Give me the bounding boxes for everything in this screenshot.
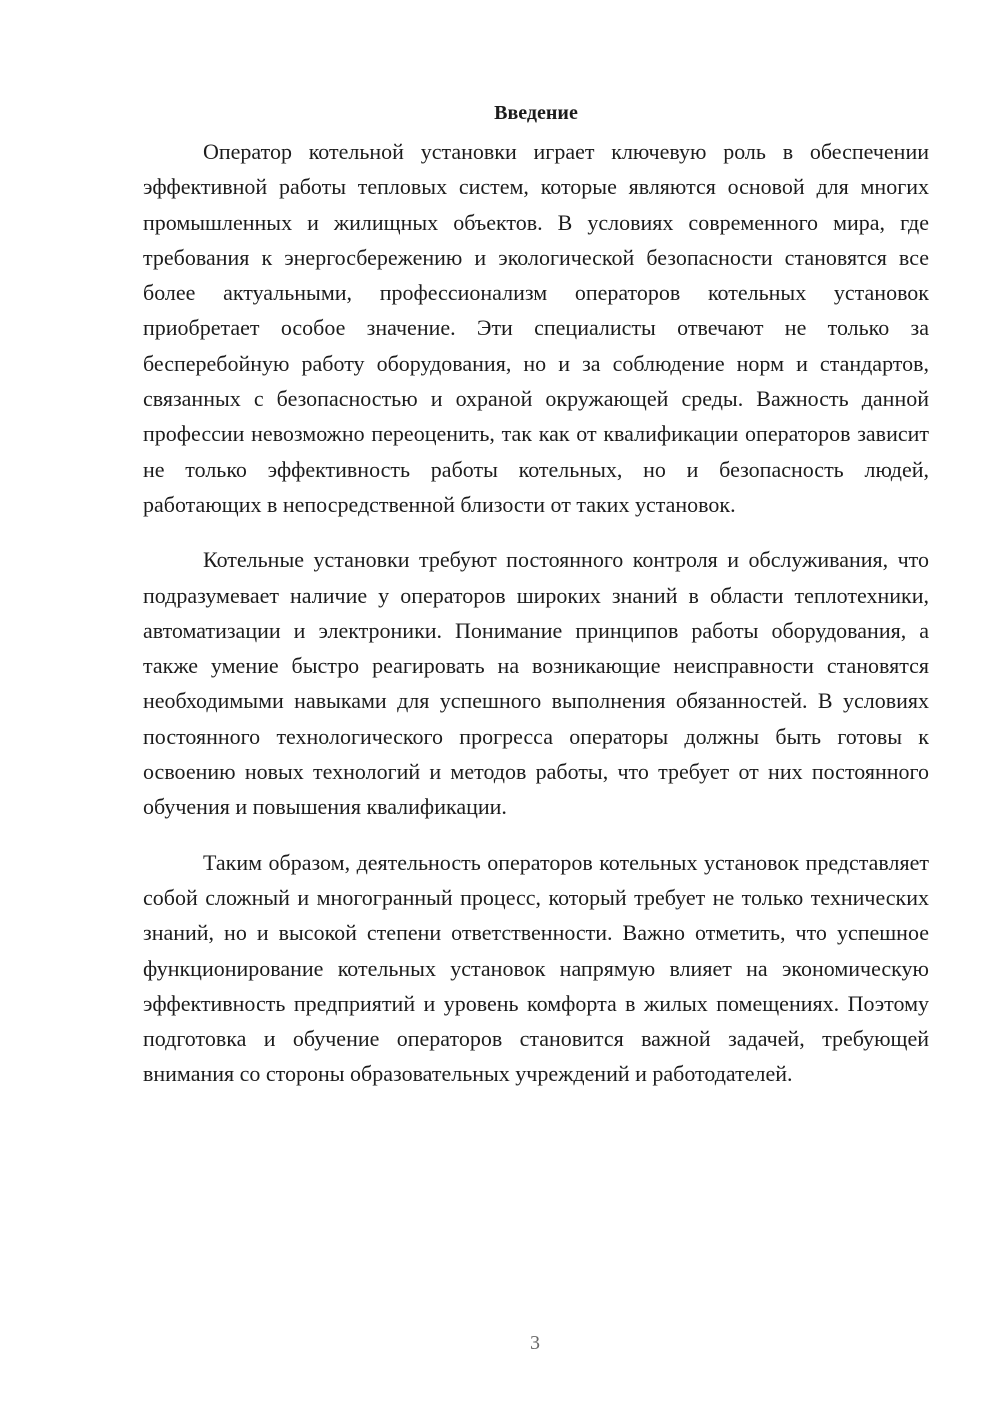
page-content (143, 98, 929, 1092)
section-heading: Введение (494, 102, 578, 124)
page-number: 3 (530, 1332, 540, 1354)
paragraph-2: Котельные установки требуют постоянного контроля и обслуживания, что подразумевает наличие у операторов широких знаний в области теплотехники, автоматизации и электроники. Понимание принципов работы оборудования, а также умение быстро реагировать на возникающие неисправности становятся необходимыми навыками для успешного выполнения обязанностей. В условиях постоянного технологического прогресса операторы должны быть готовы к освоению новых технологий и методов работы, что требует от них постоянного обучения и повышения квалификации. (143, 547, 929, 820)
paragraph-3: Таким образом, деятельность операторов котельных установок представляет собой сложный и многогранный процесс, который требует не только технических знаний, но и высокой степени ответственности. Важно отметить, что успешное функционирование котельных установок напрямую влияет на экономическую эффективность предприятий и уровень комфорта в жилых помещениях. Поэтому подготовка и обучение операторов становится важной задачей, требующей внимания со стороны образовательных учреждений и работодателей. (143, 849, 929, 1087)
paragraph-1: Оператор котельной установки играет ключевую роль в обеспечении эффективной работы тепловых систем, которые являются основой для многих промышленных и жилищных объектов. В условиях современного мира, где требования к энергосбережению и экологической безопасности становятся все более актуальными, профессионализм операторов котельных установок приобретает особое значение. Эти специалисты отвечают не только за бесперебойную работу оборудования, но и за соблюдение норм и стандартов, связанных с безопасностью и охраной окружающей среды. Важность данной профессии невозможно переоценить, так как от квалификации операторов зависит не только эффективность работы котельных, но и безопасность людей, работающих в непосредственной близости от таких установок. (143, 139, 929, 517)
